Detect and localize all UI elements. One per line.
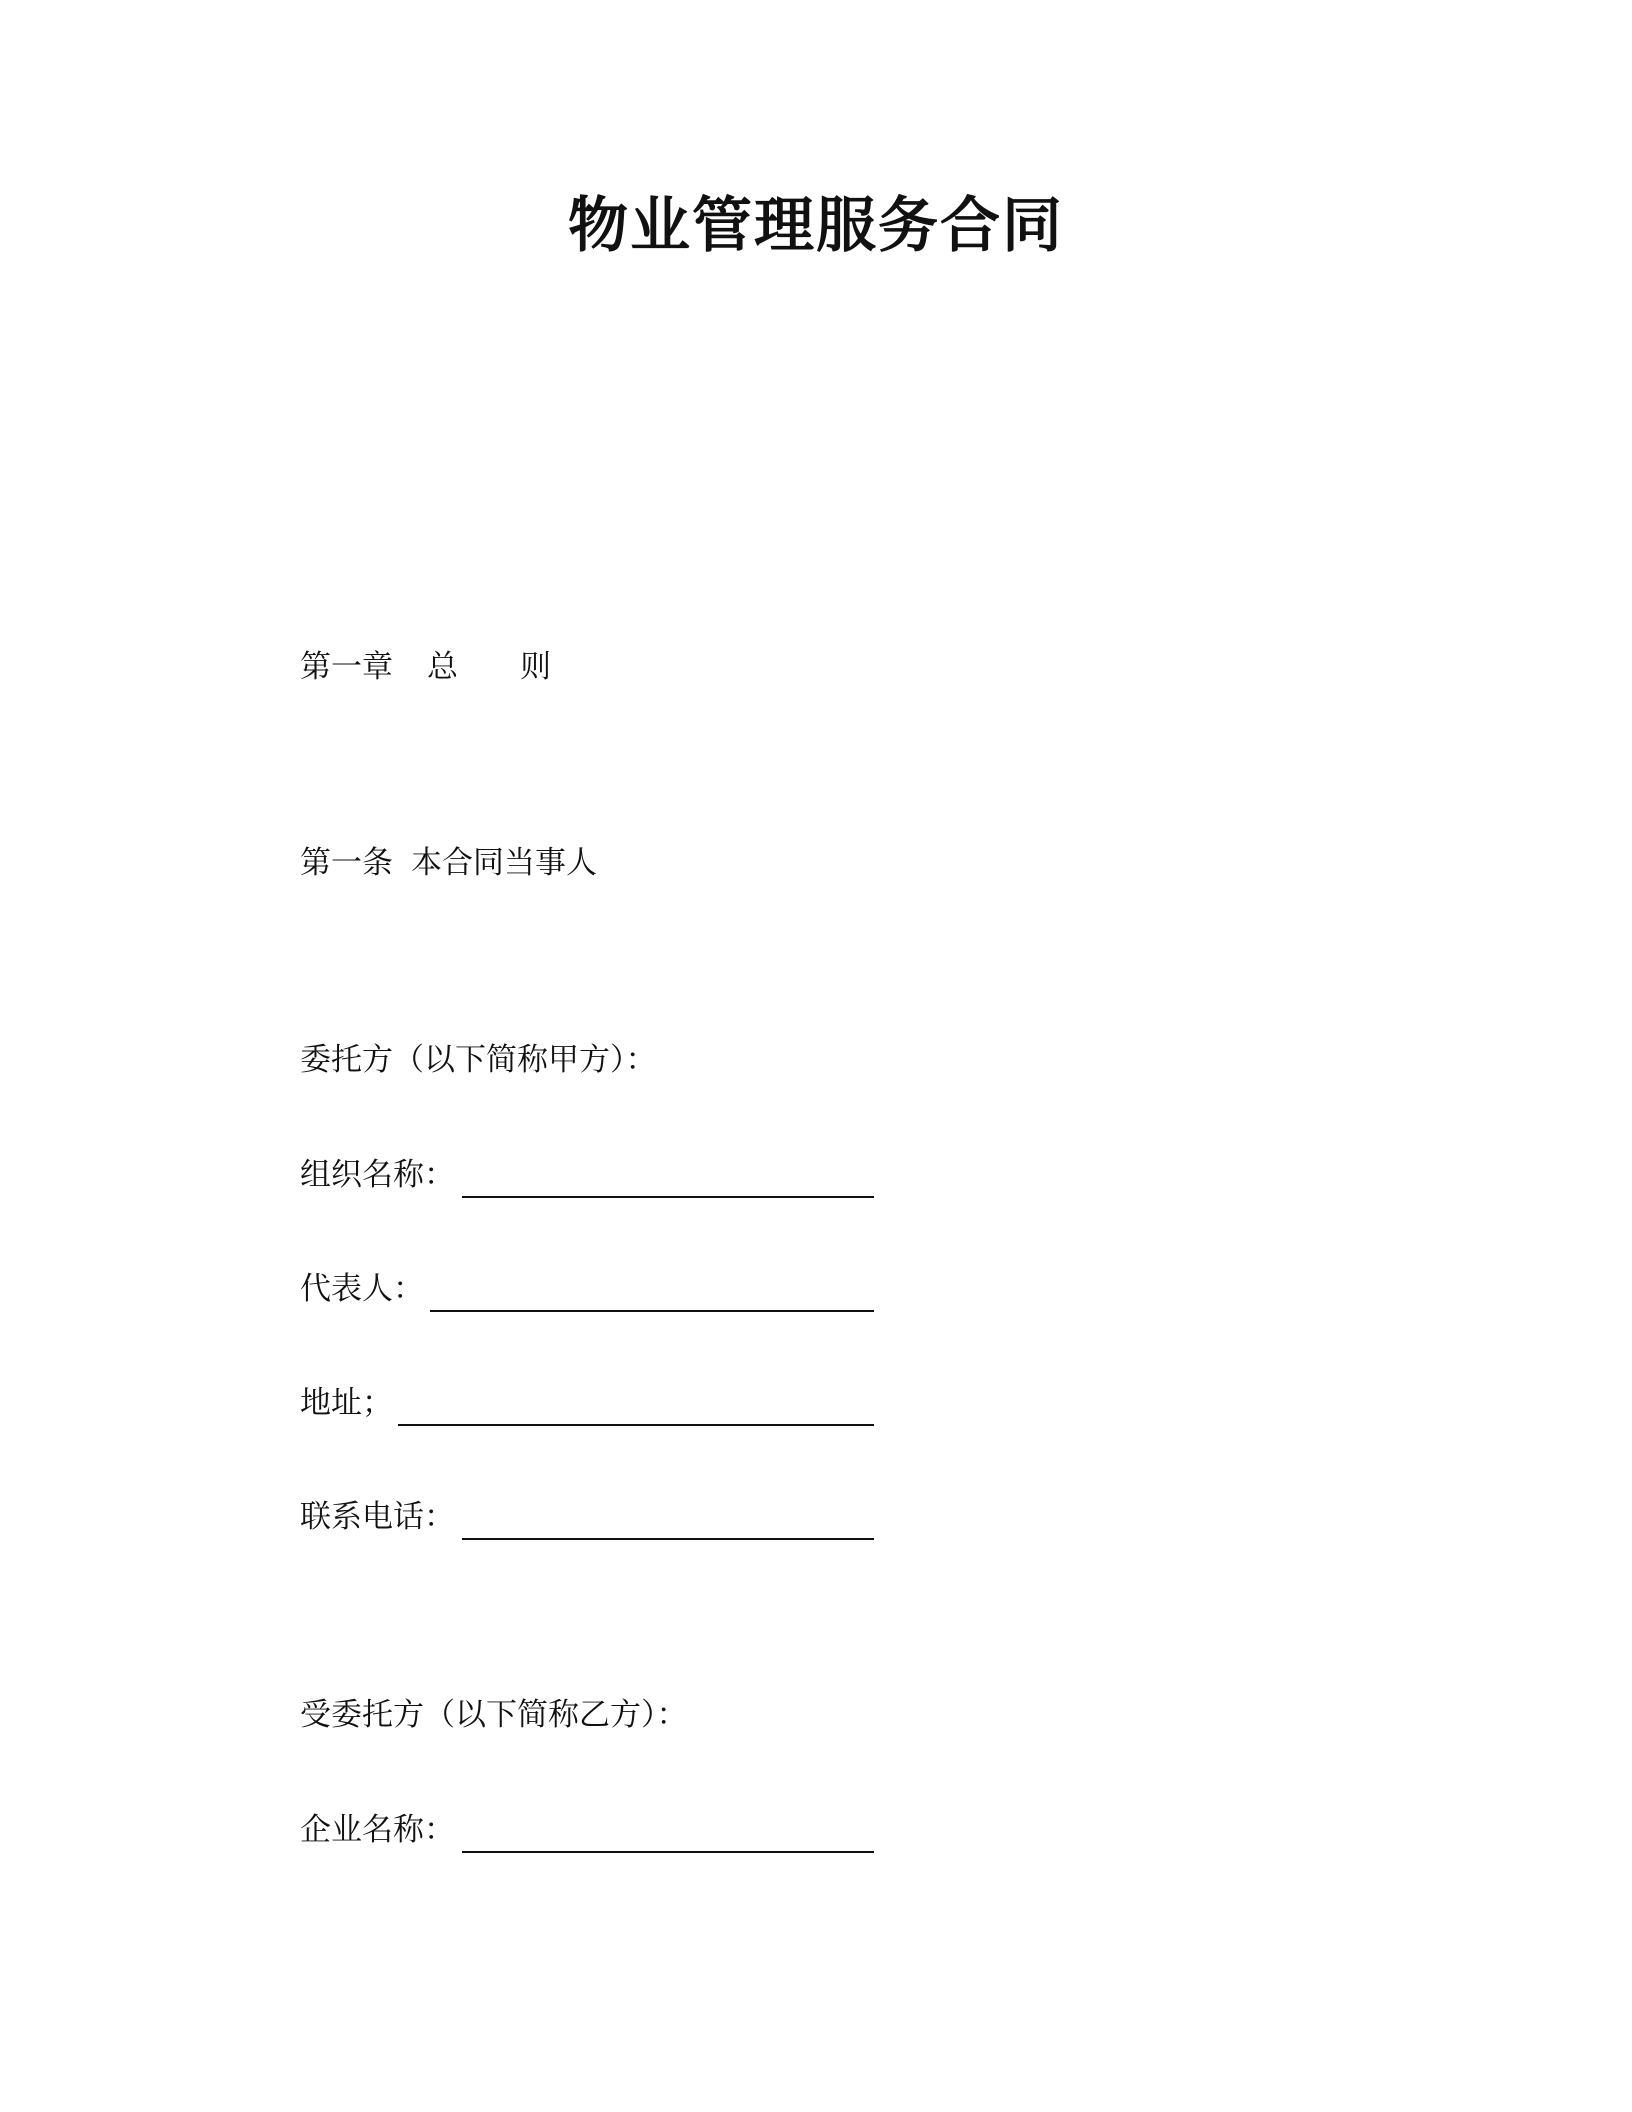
org-name-label: 组织名称： bbox=[300, 1157, 455, 1193]
article-heading bbox=[300, 845, 597, 881]
party-a-address-field[interactable] bbox=[300, 1385, 874, 1428]
company-name-label: 企业名称： bbox=[300, 1812, 455, 1848]
party-a-representative-field[interactable] bbox=[300, 1271, 874, 1314]
company-name-blank[interactable] bbox=[462, 1851, 874, 1853]
party-a-phone-field[interactable] bbox=[300, 1499, 874, 1542]
phone-blank[interactable] bbox=[462, 1538, 874, 1540]
address-blank[interactable] bbox=[398, 1424, 874, 1426]
party-a-heading: 委托方（以下简称甲方）： bbox=[300, 1042, 657, 1078]
party-b-heading: 受委托方（以下简称乙方）： bbox=[300, 1697, 688, 1733]
representative-label: 代表人： bbox=[300, 1271, 424, 1307]
article-prefix: 第一条 bbox=[300, 845, 393, 881]
chapter-heading bbox=[300, 649, 551, 685]
page-title: 物业管理服务合同 bbox=[568, 191, 1064, 261]
org-name-blank[interactable] bbox=[462, 1196, 874, 1198]
article-text: 本合同当事人 bbox=[411, 845, 597, 881]
party-b-company-name-field[interactable] bbox=[300, 1812, 874, 1855]
address-label: 地址； bbox=[300, 1385, 393, 1421]
party-a-org-name-field[interactable] bbox=[300, 1157, 874, 1200]
representative-blank[interactable] bbox=[430, 1310, 874, 1312]
phone-label: 联系电话： bbox=[300, 1499, 455, 1535]
chapter-word-2: 则 bbox=[520, 649, 551, 685]
chapter-prefix: 第一章 bbox=[300, 649, 393, 685]
chapter-word-1: 总 bbox=[427, 649, 458, 685]
